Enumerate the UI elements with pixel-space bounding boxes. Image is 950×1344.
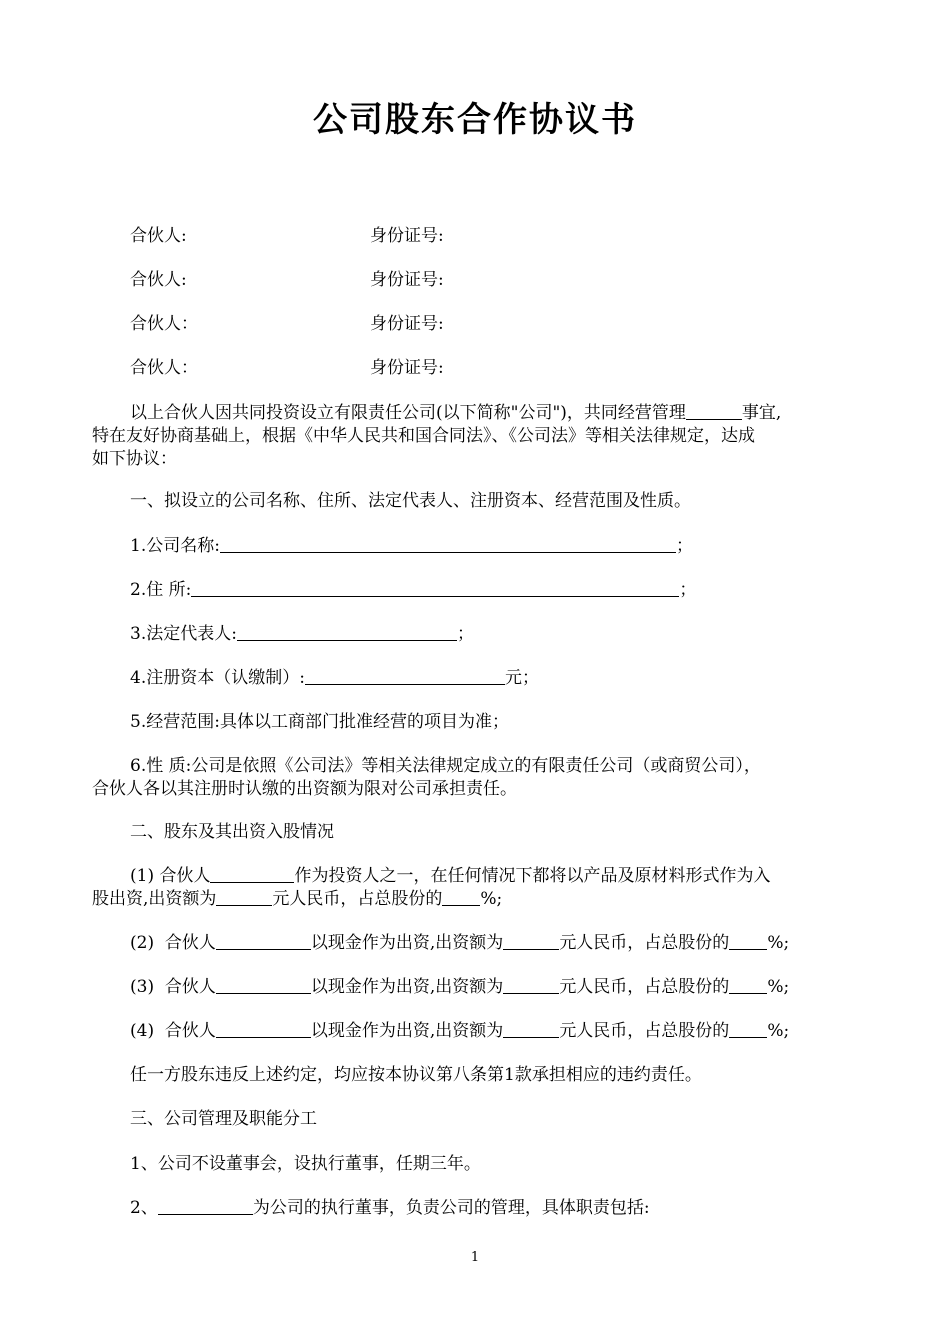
intro-line: 如下协议： — [92, 449, 177, 469]
partner-row — [130, 357, 444, 380]
blank-field — [503, 932, 559, 950]
section-heading: 三、公司管理及职能分工 — [130, 1109, 317, 1129]
item-text: 股出资,出资额为 — [92, 889, 217, 909]
item-end: ； — [456, 624, 474, 644]
item-number: 2、 — [130, 1198, 158, 1218]
business-scope-item: 5.经营范围:具体以工商部门批准经营的项目为准； — [130, 712, 509, 732]
id-number-label: 身份证号: — [370, 226, 444, 246]
item-text: %; — [480, 889, 503, 909]
contribution-item — [130, 865, 770, 888]
item-number: (3) — [130, 977, 155, 997]
contribution-item — [130, 932, 789, 955]
id-number-label: 身份证号: — [370, 314, 444, 334]
item-text: 元人民币，占总股份的 — [559, 1021, 730, 1041]
item-text: 元人民币，占总股份的 — [559, 977, 730, 997]
nature-item: 6.性 质:公司是依照《公司法》等相关法律规定成立的有限责任公司（或商贸公司）， — [130, 756, 761, 776]
blank-field — [216, 1020, 311, 1038]
address-blank — [191, 579, 679, 597]
id-number-label: 身份证号: — [370, 270, 444, 290]
item-number: (2) — [130, 933, 155, 953]
item-label: 2.住 所: — [130, 580, 192, 600]
item-text: 以现金作为出资,出资额为 — [310, 977, 504, 997]
partner-label: 合伙人： — [130, 358, 198, 378]
capital-blank — [305, 667, 505, 685]
partner-label: 合伙人: — [130, 270, 187, 290]
item-text: (1) 合伙人 — [130, 866, 211, 886]
blank-field — [216, 888, 272, 906]
nature-item: 合伙人各以其注册时认缴的出资额为限对公司承担责任。 — [92, 779, 517, 799]
partner-row — [130, 313, 444, 336]
item-text: 合伙人 — [164, 933, 216, 953]
item-label: 4.注册资本（认缴制）: — [130, 668, 305, 688]
intro-text: 事宜, — [741, 403, 782, 423]
section-heading: 二、股东及其出资入股情况 — [130, 822, 334, 842]
item-text: 以现金作为出资,出资额为 — [310, 1021, 504, 1041]
item-end: ； — [679, 580, 697, 600]
item-text: %; — [767, 977, 790, 997]
blank-field — [729, 976, 767, 994]
blank-field — [729, 1020, 767, 1038]
partner-label: 合伙人: — [130, 226, 187, 246]
management-item: 1、公司不设董事会，设执行董事，任期三年。 — [130, 1154, 481, 1174]
executive-director-blank — [158, 1197, 253, 1215]
blank-field — [503, 1020, 559, 1038]
capital-item — [130, 667, 539, 690]
contribution-item — [130, 976, 789, 999]
item-label: 1.公司名称: — [130, 536, 220, 556]
address-item — [130, 579, 696, 602]
legal-rep-blank — [237, 623, 457, 641]
document-title: 公司股东合作协议书 — [313, 100, 637, 140]
blank-field — [216, 932, 311, 950]
partner-label: 合伙人： — [130, 314, 198, 334]
item-text: %; — [767, 1021, 790, 1041]
contribution-item — [130, 1020, 789, 1043]
page-number: 1 — [470, 1250, 480, 1265]
item-text: 作为投资人之一，在任何情况下都将以产品及原材料形式作为入 — [294, 866, 771, 886]
item-text: 元人民币，占总股份的 — [559, 933, 730, 953]
intro-line — [130, 402, 781, 425]
partner-row — [130, 225, 444, 248]
blank-field — [210, 865, 294, 883]
blank-field — [503, 976, 559, 994]
section-heading: 一、拟设立的公司名称、住所、法定代表人、注册资本、经营范围及性质。 — [130, 491, 691, 511]
blank-field — [216, 976, 311, 994]
breach-clause: 任一方股东违反上述约定，均应按本协议第八条第1款承担相应的违约责任。 — [130, 1065, 702, 1085]
legal-rep-item — [130, 623, 474, 646]
blank-field — [442, 888, 480, 906]
contribution-item — [92, 888, 502, 911]
item-end: 元； — [504, 668, 539, 688]
blank-field — [686, 402, 742, 420]
company-name-blank — [220, 535, 676, 553]
intro-line: 特在友好协商基础上，根据《中华人民共和国合同法》、《公司法》等相关法律规定，达成 — [92, 426, 755, 446]
management-item — [130, 1197, 650, 1220]
item-text: 合伙人 — [164, 1021, 216, 1041]
company-name-item — [130, 535, 693, 558]
item-text: 为公司的执行董事，负责公司的管理，具体职责包括: — [252, 1198, 650, 1218]
item-text: %; — [767, 933, 790, 953]
item-text: 以现金作为出资,出资额为 — [310, 933, 504, 953]
item-text: 元人民币，占总股份的 — [272, 889, 443, 909]
blank-field — [729, 932, 767, 950]
item-end: ； — [675, 536, 693, 556]
item-text: 合伙人 — [164, 977, 216, 997]
intro-text: 以上合伙人因共同投资设立有限责任公司(以下简称"公司")，共同经营管理 — [130, 403, 686, 423]
item-number: (4) — [130, 1021, 155, 1041]
item-label: 3.法定代表人: — [130, 624, 237, 644]
id-number-label: 身份证号: — [370, 358, 444, 378]
partner-row — [130, 269, 444, 292]
